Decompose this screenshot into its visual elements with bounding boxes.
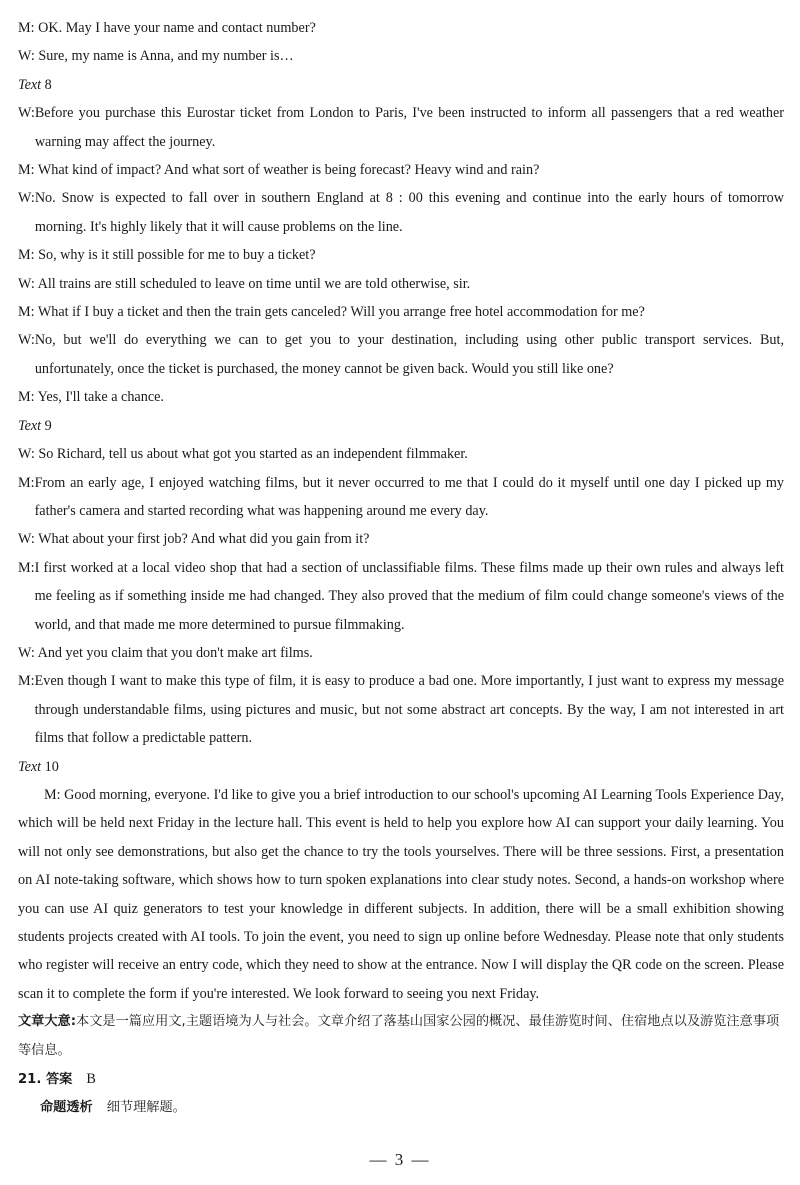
label-word: Text	[18, 758, 42, 775]
speaker: M:	[18, 673, 35, 690]
dialogue-line: M: Yes, I'll take a chance.	[18, 389, 164, 406]
summary-body: 本文是一篇应用文,主题语境为人与社会。文章介绍了落基山国家公园的概况、最佳游览时间、住宿地点以及游览注意事项等信息。	[18, 1014, 780, 1058]
dialogue-turn	[18, 554, 784, 639]
dialogue-turn	[18, 469, 784, 526]
label-number: 9	[44, 417, 52, 434]
dialogue-line: W: All trains are still scheduled to leave on time until we are told otherwise, sir.	[18, 275, 471, 292]
speaker: W:	[18, 332, 35, 349]
dialogue-turn	[18, 184, 784, 241]
dialogue-line: M: What if I buy a ticket and then the train gets canceled? Will you arrange free hotel accommodation for me?	[18, 304, 645, 321]
speaker: W:	[18, 190, 35, 207]
question-analysis	[18, 1094, 784, 1122]
answer-line	[18, 1065, 784, 1094]
label-word: Text	[18, 417, 42, 434]
dialogue-turn	[18, 326, 784, 383]
analysis-text: 细节理解题。	[106, 1100, 186, 1116]
summary-heading: 文章大意:	[18, 1014, 77, 1030]
dialogue-text: From an early age, I enjoyed watching films, but it never occurred to me that I could do it myself until one day I picked up my father's camera and started recording what was happening around me every day.	[34, 474, 784, 519]
dialogue-turn	[18, 667, 784, 752]
label-number: 10	[44, 758, 59, 775]
answer-letter: B	[86, 1071, 96, 1088]
page-number: — 3 —	[369, 1150, 431, 1169]
dialogue-text: No. Snow is expected to fall over in southern England at 8 : 00 this evening and continue into the early hours of tomorrow morning. It's highly likely that it will cause problems on the line.	[34, 190, 784, 235]
dialogue-text: Even though I want to make this type of film, it is easy to produce a bad one. More importantly, I just want to express my message through understandable films, using pictures and music, but not some abstract art concepts. By the way, I am not interested in art films that follow a predictable pattern.	[34, 673, 784, 747]
label-word: Text	[18, 76, 42, 93]
monologue-paragraph: M: Good morning, everyone. I'd like to give you a brief introduction to our school's upcoming AI Learning Tools Experience Day, which will be held next Friday in the lecture hall. This event is held to help you explore how AI can support your daily learning. You will not only see demonstrations, but also get the chance to try the tools yourselves. There will be three sessions. First, a presentation on AI note-taking software, which shows how to turn spoken explanations into clear study notes. Second, a hands-on workshop where you can use AI quiz generators to test your knowledge in different subjects. In addition, there will be a small exhibition showing students projects created with AI tools. To join the event, you need to sign up online before Wednesday. Please note that only students who register will receive an entry code, which they need to show at the entrance. Now I will display the QR code on the screen. Please scan it to complete the form if you're interested. We look forward to seeing you next Friday.	[18, 786, 784, 1002]
speaker: W:	[18, 105, 35, 122]
dialogue-line: M: So, why is it still possible for me to buy a ticket?	[18, 247, 316, 264]
dialogue-text: No, but we'll do everything we can to get you to your destination, including using other public transport services. But, unfortunately, once the ticket is purchased, the money cannot be given back. Would you still like one?	[34, 332, 784, 377]
section-label-text8	[18, 71, 784, 99]
dialogue-turn	[18, 99, 784, 156]
dialogue-text: Before you purchase this Eurostar ticket from London to Paris, I've been instructed to inform all passengers that a red weather warning may affect the journey.	[34, 105, 784, 150]
dialogue-text: I first worked at a local video shop that had a section of unclassifiable films. These films made up their own rules and always left me feeling as if something inside me had changed. They also proved that the medium of film could change someone's views of the world, and that made me more determined to pursue filmmaking.	[34, 559, 784, 633]
speaker: M:	[18, 559, 35, 576]
label-number: 8	[44, 76, 52, 93]
article-summary	[18, 1008, 784, 1065]
dialogue-line: M: What kind of impact? And what sort of weather is being forecast? Heavy wind and rain?	[18, 162, 540, 179]
document-body	[18, 14, 784, 1123]
section-label-text9	[18, 412, 784, 440]
section-label-text10	[18, 753, 784, 781]
dialogue-line: W: So Richard, tell us about what got you started as an independent filmmaker.	[18, 446, 468, 463]
dialogue-line: M: OK. May I have your name and contact number?	[18, 20, 316, 36]
speaker: M:	[18, 474, 35, 491]
analysis-tag: 命题透析	[40, 1100, 93, 1116]
answer-label: 21. 答案	[18, 1072, 73, 1088]
dialogue-line: W: And yet you claim that you don't make art films.	[18, 644, 313, 661]
dialogue-line: W: Sure, my name is Anna, and my number is…	[18, 48, 294, 65]
dialogue-line: W: What about your first job? And what did you gain from it?	[18, 531, 370, 548]
